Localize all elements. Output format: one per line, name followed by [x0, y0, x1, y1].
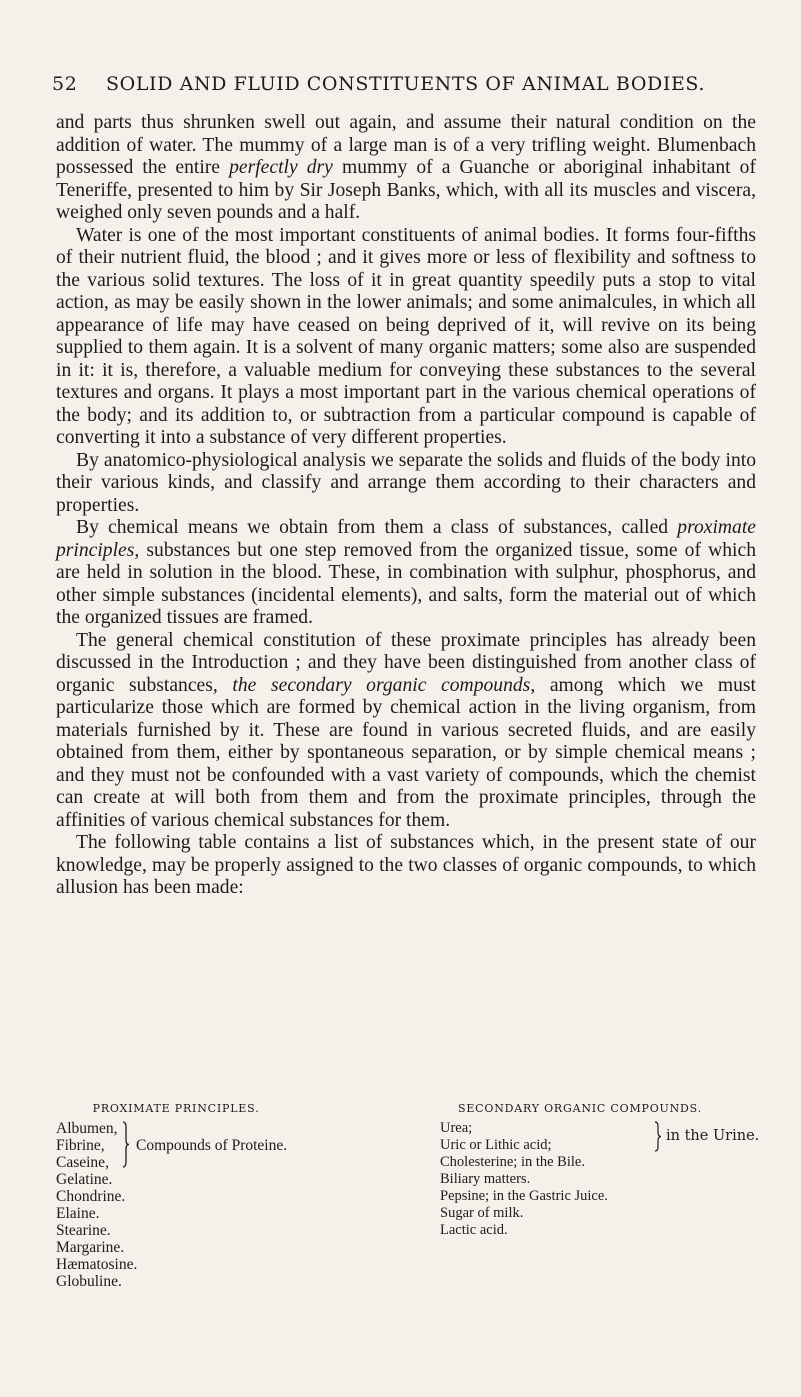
list-item: Fibrine,: [56, 1137, 105, 1154]
emphasis: the secondary organic compounds: [232, 674, 531, 696]
text-run: , among which we must particularize those which are formed by chemical action in the living organism, from materials furnished by it. These are found in various secreted fluids, and are easily obtained from them, either by spontaneous separation, or by simple chemical means ; and they must not be confounded with a vast variety of compounds, which the chemist can create at will both from them and from the proximate principles, through the affinities of various chemical substances for them.: [56, 674, 756, 831]
paragraph-analysis: By anatomico-physiological analysis we separate the solids and fluids of the body into their various kinds, and classify and arrange them according to their characters and properties.: [56, 449, 756, 516]
secondary-compounds-column: [440, 1102, 760, 1239]
list-item: Chondrine.: [56, 1188, 126, 1205]
brace-icon: [654, 1121, 662, 1152]
list-item: Pepsine; in the Gastric Juice.: [440, 1188, 608, 1204]
text-run: and parts thus shrunken swell out again, and assume their natural condition on the addition of water. The mummy of a large man is of a very trifling weight. Blumenbach possessed the entire: [56, 112, 756, 178]
proteine-group: [56, 1120, 436, 1171]
page-number: 52: [52, 73, 78, 95]
list-item: Hæmatosine.: [56, 1256, 138, 1273]
list-item: Urea;: [440, 1120, 473, 1136]
list-item: Uric or Lithic acid;: [440, 1137, 552, 1153]
emphasis: proximate principles: [56, 517, 756, 561]
urine-group: [440, 1120, 760, 1154]
proteine-note: Compounds of Proteine.: [136, 1137, 288, 1154]
running-title: SOLID AND FLUID CONSTITUENTS OF ANIMAL BODIES.: [106, 73, 705, 95]
list-item: Sugar of milk.: [440, 1205, 524, 1221]
list-item: Gelatine.: [56, 1171, 113, 1188]
list-item: Stearine.: [56, 1222, 111, 1239]
list-item: Lactic acid.: [440, 1222, 508, 1238]
paragraph-water: Water is one of the most important constituents of animal bodies. It forms four-fifths of their nutrient fluid, the blood ; and it gives more or less of flexibility and softness to the various solid textures. The loss of it in great quantity speedily puts a stop to vital action, as may be easily shown in the lower animals; and some animalcules, in which all appearance of life may have ceased on being deprived of it, will revive on its being supplied to them again. It is a solvent of many organic matters; some also are suspended in it: it is, therefore, a valuable medium for conveying these substances to the several textures and organs. It plays a most important part in the various chemical operations of the body; and its addition to, or subtraction from a particular compound is capable of converting it into a substance of very different properties.: [56, 224, 756, 448]
secondary-compounds-heading: SECONDARY ORGANIC COMPOUNDS.: [458, 1102, 702, 1115]
list-item: Albumen,: [56, 1120, 118, 1137]
compounds-table: [56, 1102, 760, 1342]
text-run: , substances but one step removed from the organized tissue, some of which are held in solution in the blood. These, in combination with sulphur, phosphorus, and other simple substances (incidental elements), and salts, form the material out of which the organized tissues are framed.: [56, 539, 756, 628]
text-run: By chemical means we obtain from them a class of substances, called: [76, 517, 678, 538]
text-run: mummy of a Guanche or aboriginal inhabitant of Teneriffe, presented to him by Sir Joseph Banks, which, with all its muscles and viscera, weighed only seven pounds and a half.: [56, 157, 756, 223]
text-run: The general chemical constitution of these proximate principles has already been discussed in the Introduction ; and they have been distinguished from another class of organic substances,: [56, 629, 756, 696]
paragraph-continued: [56, 112, 756, 225]
proximate-principles-column: [56, 1102, 436, 1290]
urine-note: in the Urine.: [666, 1128, 760, 1144]
proximate-principles-heading: PROXIMATE PRINCIPLES.: [92, 1102, 260, 1115]
brace-icon: [122, 1121, 129, 1168]
list-item: Globuline.: [56, 1273, 122, 1290]
emphasis: perfectly dry: [229, 157, 333, 178]
list-item: Cholesterine; in the Bile.: [440, 1154, 585, 1170]
paragraph-proximate-principles: [56, 517, 756, 630]
list-item: Biliary matters.: [440, 1171, 531, 1187]
running-header: [52, 73, 752, 95]
list-item: Margarine.: [56, 1239, 125, 1256]
body-text: [56, 112, 756, 900]
list-item: Caseine,: [56, 1154, 109, 1171]
list-item: Elaine.: [56, 1205, 100, 1222]
paragraph-secondary-compounds: [56, 630, 756, 833]
paragraph-table-intro: The following table contains a list of substances which, in the present state of our knowledge, may be properly assigned to the two classes of organic compounds, to which allusion has been made:: [56, 832, 756, 898]
